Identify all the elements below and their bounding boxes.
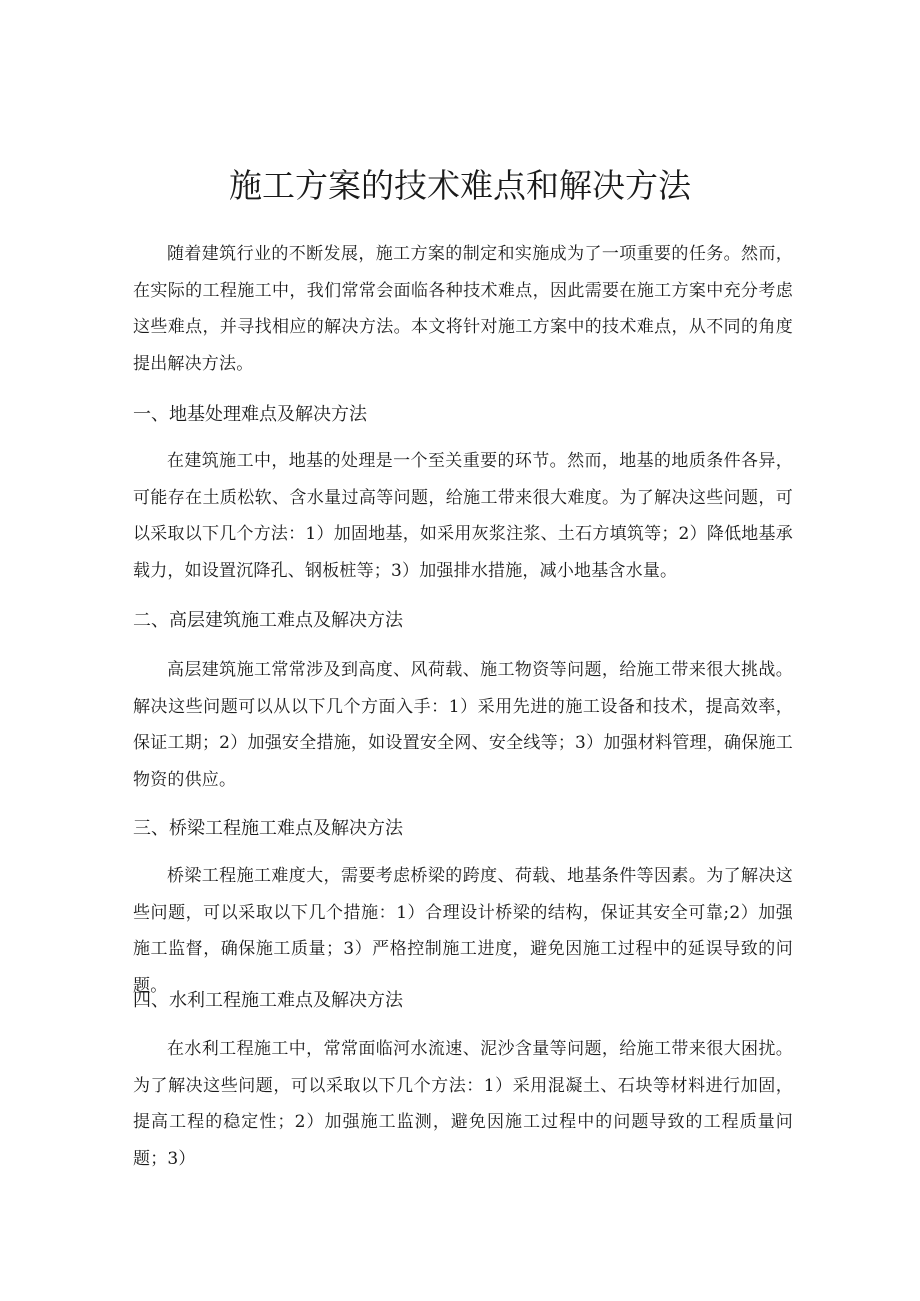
section-body-high-rise: 高层建筑施工常常涉及到高度、风荷载、施工物资等问题，给施工带来很大挑战。解决这些问题可以从以下几个方面入手：1）采用先进的施工设备和技术，提高效率，保证工期；2）加强安全措施，如设置安全网、安全线等；3）加强材料管理，确保施工物资的供应。 [133,660,793,790]
section-heading-foundation: 一、地基处理难点及解决方法 [133,404,367,425]
document-title: 施工方案的技术难点和解决方法 [229,166,691,205]
section-heading-water-conservancy: 四、水利工程施工难点及解决方法 [133,990,403,1011]
intro-paragraph: 随着建筑行业的不断发展，施工方案的制定和实施成为了一项重要的任务。然而，在实际的工程施工中，我们常常会面临各种技术难点，因此需要在施工方案中充分考虑这些难点，并寻找相应的解决方法。本文将针对施工方案中的技术难点，从不同的角度提出解决方法。 [133,244,793,374]
section-body-bridge: 桥梁工程施工难度大，需要考虑桥梁的跨度、荷载、地基条件等因素。为了解决这些问题，可以采取以下几个措施：1）合理设计桥梁的结构，保证其安全可靠;2）加强施工监督，确保施工质量；3）严格控制施工进度，避免因施工过程中的延误导致的问题。 [133,866,793,996]
section-body-water-conservancy: 在水利工程施工中，常常面临河水流速、泥沙含量等问题，给施工带来很大困扰。为了解决这些问题，可以采取以下几个方法：1）采用混凝土、石块等材料进行加固，提高工程的稳定性；2）加强施工监测，避免因施工过程中的问题导致的工程质量问题；3） [133,1039,793,1169]
section-heading-high-rise: 二、高层建筑施工难点及解决方法 [133,610,403,631]
section-heading-bridge: 三、桥梁工程施工难点及解决方法 [133,818,403,839]
section-body-foundation: 在建筑施工中，地基的处理是一个至关重要的环节。然而，地基的地质条件各异，可能存在土质松软、含水量过高等问题，给施工带来很大难度。为了解决这些问题，可以采取以下几个方法：1）加固地基，如采用灰浆注浆、土石方填筑等；2）降低地基承载力，如设置沉降孔、钢板桩等；3）加强排水措施，减小地基含水量。 [133,451,793,581]
